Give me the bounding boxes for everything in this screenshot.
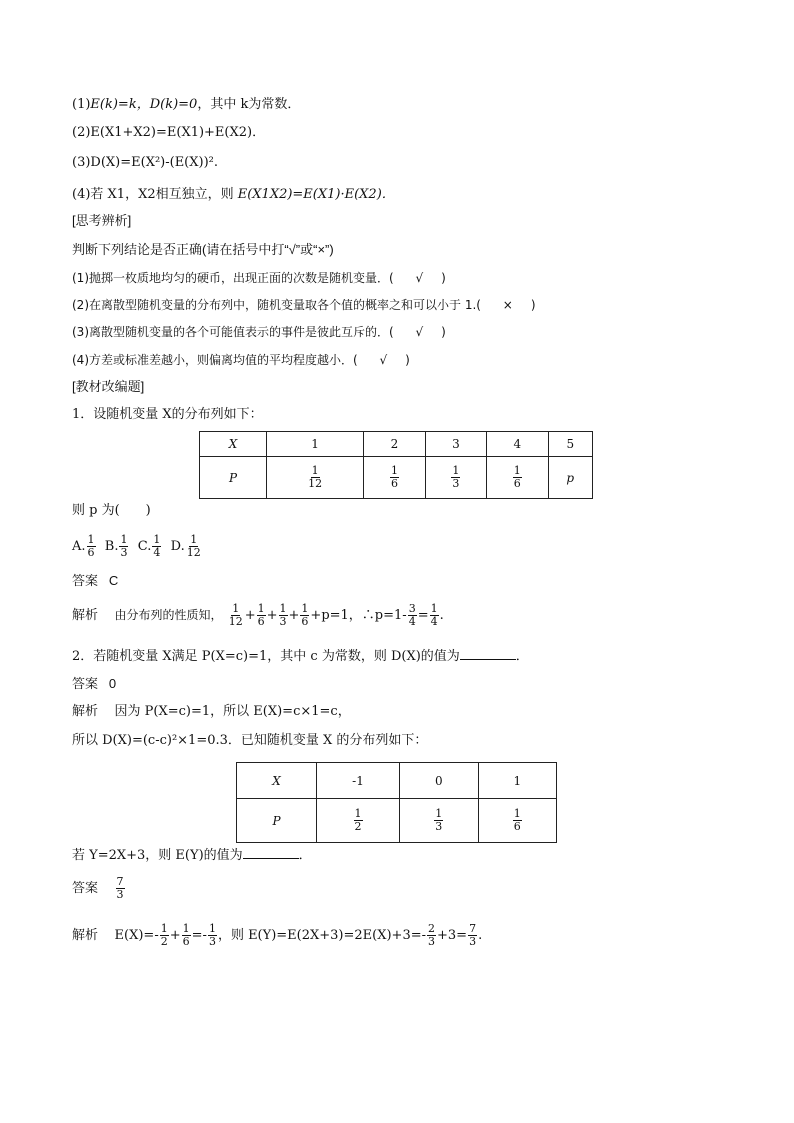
table-cell: 3 [425,432,486,457]
table-cell: 2 [364,432,425,457]
option-c[interactable]: C. $\frac{1}{4}$ [137,533,161,559]
table-cell: 5 [548,432,592,457]
option-a[interactable]: A. $\frac{1}{6}$ [72,533,95,559]
table-cell: $\frac{1}{3}$ [400,799,478,843]
table-cell: $\frac{1}{12}$ [267,457,364,499]
q2-stem: 2．若随机变量 X满足 P(X=c)=1，其中 c 为常数，则 D(X)的值为 ． [72,649,529,664]
answer-blank[interactable] [460,647,516,660]
table-cell: 1 [267,432,364,457]
property-2: (2)E(X1+X2)=E(X1)+E(X2)． [72,125,266,140]
q1-answer: 答案 C [72,573,119,588]
table-cell: $\frac{1}{6}$ [364,457,425,499]
table-cell: 1 [478,763,556,799]
q1-analysis: 解析 由分布列的性质知， $\frac{1}{12}$ + $\frac{1}{6}$ + $\frac{1}{3}$ + $\frac{1}{6}$ +p=1，∴p=1- $\frac{3}{4}$ = $\frac{1}{4}$ . [72,602,444,628]
table-cell: -1 [317,763,400,799]
q3-answer: 答案 $\frac{7}{3}$ [72,875,124,901]
think-item-4: (4)方差或标准差越小，则偏离均值的平均程度越小．( √ ) [72,353,410,367]
q2-answer: 答案 0 [72,676,117,691]
q3-analysis: 解析 E(X)=- $\frac{1}{2}$ + $\frac{1}{6}$ =- $\frac{1}{3}$ ，则 E(Y)=E(2X+3)=2E(X)+3=- $\frac{2}{3}$ +3= $\frac{7}{3}$ . [72,922,483,948]
option-d[interactable]: D. $\frac{1}{12}$ [170,533,201,559]
table-cell: 0 [400,763,478,799]
q3-ask: 若 Y=2X+3，则 E(Y)的值为 ． [72,848,312,863]
property-3: (3)D(X)=E(X²)-(E(X))². [72,155,218,170]
option-b[interactable]: B. $\frac{1}{3}$ [104,533,128,559]
q1-distribution-table [199,431,593,499]
table-cell-head-x: X [200,432,267,457]
q1-options [72,534,203,559]
q2-analysis: 解析 因为 P(X=c)=1，所以 E(X)=c×1=c， [72,703,351,719]
property-4: (4)若 X1，X2相互独立，则 E(X1X2)=E(X1)·E(X2)． [72,187,395,202]
think-instruction: 判断下列结论是否正确(请在括号中打“√”或“×”) [72,242,334,257]
q3-distribution-table [236,762,557,843]
table-cell: 4 [487,432,548,457]
think-item-2: (2)在离散型随机变量的分布列中，随机变量取各个值的概率之和可以小于 1.( × ) [72,298,536,312]
think-item-1: (1)抛掷一枚质地均匀的硬币，出现正面的次数是随机变量．( √ ) [72,271,446,285]
textbook-header: [教材改编题] [72,379,145,394]
table-cell: $\frac{1}{3}$ [425,457,486,499]
answer-blank[interactable] [243,846,299,859]
q2-analysis-2: 所以 D(X)=(c-c)²×1=0.3．已知随机变量 X 的分布列如下： [72,733,428,748]
q1-ask: 则 p 为( ) [72,503,151,518]
table-cell-head-p: P [237,799,317,843]
think-header: [思考辨析] [72,213,132,228]
property-1: (1)E(k)=k，D(k)=0，其中 k为常数． [72,97,301,112]
table-cell: p [548,457,592,499]
table-cell: $\frac{1}{6}$ [487,457,548,499]
table-cell-head-x: X [237,763,317,799]
think-item-3: (3)离散型随机变量的各个可能值表示的事件是彼此互斥的．( √ ) [72,325,446,339]
table-cell-head-p: P [200,457,267,499]
q1-stem: 1．设随机变量 X的分布列如下： [72,407,263,422]
table-cell: $\frac{1}{2}$ [317,799,400,843]
table-cell: $\frac{1}{6}$ [478,799,556,843]
